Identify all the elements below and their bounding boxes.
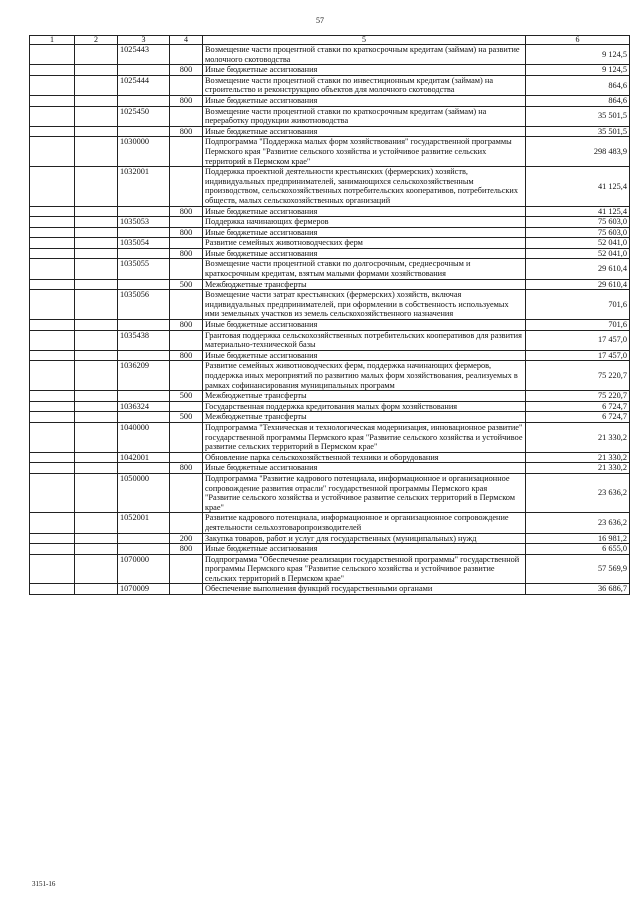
expense-type-code: 500	[170, 279, 203, 290]
table-row	[30, 361, 630, 391]
table-row	[30, 95, 630, 106]
cell-col-1	[30, 290, 75, 320]
table-row	[30, 106, 630, 126]
expense-type-code	[170, 290, 203, 320]
row-amount: 41 125,4	[526, 167, 630, 206]
cell-col-2	[75, 422, 118, 452]
table-row	[30, 279, 630, 290]
row-description: Возмещение части процентной ставки по инвестиционным кредитам (займам) на строительство и реконструкцию объектов для молочного скотоводства	[203, 75, 526, 95]
cell-col-2	[75, 320, 118, 331]
row-amount: 16 981,2	[526, 533, 630, 544]
table-row	[30, 350, 630, 361]
cell-col-2	[75, 126, 118, 137]
table-row	[30, 137, 630, 167]
row-amount: 864,6	[526, 95, 630, 106]
expense-type-code	[170, 45, 203, 65]
table-row	[30, 238, 630, 249]
cell-col-1	[30, 248, 75, 259]
cell-col-1	[30, 45, 75, 65]
row-description: Грантовая поддержка сельскохозяйственных потребительских кооперативов для развития материально-технической базы	[203, 330, 526, 350]
target-article-code: 1035053	[118, 217, 170, 228]
target-article-code: 1035055	[118, 259, 170, 279]
target-article-code: 1025450	[118, 106, 170, 126]
expense-type-code	[170, 361, 203, 391]
row-description: Подпрограмма "Техническая и технологическая модернизация, инновационное развитие" государственной программы Пермского края "Развитие сельского хозяйства и устойчивое развитие сельских территорий в Пермском крае"	[203, 422, 526, 452]
target-article-code	[118, 544, 170, 555]
target-article-code	[118, 412, 170, 423]
row-description: Обеспечение выполнения функций государственными органами	[203, 584, 526, 595]
cell-col-1	[30, 350, 75, 361]
cell-col-1	[30, 137, 75, 167]
row-description: Иные бюджетные ассигнования	[203, 126, 526, 137]
table-row	[30, 126, 630, 137]
expense-type-code	[170, 422, 203, 452]
cell-col-2	[75, 217, 118, 228]
target-article-code: 1042001	[118, 452, 170, 463]
row-description: Межбюджетные трансферты	[203, 412, 526, 423]
row-amount: 17 457,0	[526, 350, 630, 361]
table-row	[30, 206, 630, 217]
row-description: Развитие семейных животноводческих ферм, поддержка начинающих фермеров, поддержка иных мероприятий по развитию малых форм хозяйствования, реализуемых в рамках софинансирования муниципальных программ	[203, 361, 526, 391]
cell-col-2	[75, 544, 118, 555]
row-amount: 57 569,9	[526, 554, 630, 584]
row-description: Подпрограмма "Обеспечение реализации государственной программы" государственной программы Пермского края "Развитие сельского хозяйства и устойчивое развитие сельских территорий в Пермском крае"	[203, 554, 526, 584]
expense-type-code: 500	[170, 412, 203, 423]
row-description: Возмещение части процентной ставки по краткосрочным кредитам (займам) на развитие молочного скотоводства	[203, 45, 526, 65]
table-row	[30, 584, 630, 595]
cell-col-2	[75, 45, 118, 65]
target-article-code	[118, 248, 170, 259]
expense-type-code: 800	[170, 320, 203, 331]
cell-col-1	[30, 126, 75, 137]
target-article-code	[118, 227, 170, 238]
row-description: Развитие кадрового потенциала, информационное и организационное сопровождение деятельности сельхозтоваропроизводителей	[203, 513, 526, 533]
page-number: 57	[316, 16, 324, 25]
row-amount: 701,6	[526, 290, 630, 320]
row-description: Иные бюджетные ассигнования	[203, 248, 526, 259]
table-row	[30, 248, 630, 259]
table-row	[30, 75, 630, 95]
row-description: Иные бюджетные ассигнования	[203, 95, 526, 106]
expense-type-code	[170, 473, 203, 512]
cell-col-1	[30, 544, 75, 555]
row-amount: 6 724,7	[526, 401, 630, 412]
cell-col-1	[30, 227, 75, 238]
cell-col-1	[30, 106, 75, 126]
expense-type-code	[170, 401, 203, 412]
expense-type-code: 800	[170, 248, 203, 259]
expense-type-code: 800	[170, 463, 203, 474]
row-amount: 23 636,2	[526, 473, 630, 512]
row-amount: 41 125,4	[526, 206, 630, 217]
table-header-row	[30, 36, 630, 45]
row-description: Возмещение части затрат крестьянских (фермерских) хозяйств, включая индивидуальных предпринимателей, при оформлении в собственность используемых ими земельных участков из земель сельскохозяйственного назначения	[203, 290, 526, 320]
cell-col-1	[30, 320, 75, 331]
cell-col-2	[75, 473, 118, 512]
row-description: Государственная поддержка кредитования малых форм хозяйствования	[203, 401, 526, 412]
cell-col-2	[75, 259, 118, 279]
table-row	[30, 259, 630, 279]
expense-type-code: 500	[170, 391, 203, 402]
row-description: Межбюджетные трансферты	[203, 279, 526, 290]
expense-type-code: 200	[170, 533, 203, 544]
header-col-1: 1	[30, 36, 75, 45]
cell-col-1	[30, 279, 75, 290]
row-amount: 701,6	[526, 320, 630, 331]
row-description: Возмещение части процентной ставки по краткосрочным кредитам (займам) на переработку продукции животноводства	[203, 106, 526, 126]
table-row	[30, 217, 630, 228]
cell-col-2	[75, 533, 118, 544]
expense-type-code	[170, 75, 203, 95]
row-amount: 36 686,7	[526, 584, 630, 595]
row-amount: 9 124,5	[526, 45, 630, 65]
table-row	[30, 227, 630, 238]
cell-col-2	[75, 513, 118, 533]
expense-type-code	[170, 217, 203, 228]
target-article-code: 1035056	[118, 290, 170, 320]
target-article-code: 1040000	[118, 422, 170, 452]
target-article-code: 1025444	[118, 75, 170, 95]
table-row	[30, 544, 630, 555]
row-description: Иные бюджетные ассигнования	[203, 320, 526, 331]
footer-code: 3151-16	[32, 880, 56, 888]
expense-type-code: 800	[170, 350, 203, 361]
row-amount: 75 220,7	[526, 391, 630, 402]
row-description: Обновление парка сельскохозяйственной техники и оборудования	[203, 452, 526, 463]
header-col-4: 4	[170, 36, 203, 45]
header-col-5: 5	[203, 36, 526, 45]
expense-type-code: 800	[170, 65, 203, 76]
target-article-code	[118, 533, 170, 544]
row-description: Иные бюджетные ассигнования	[203, 65, 526, 76]
table-row	[30, 463, 630, 474]
row-description: Иные бюджетные ассигнования	[203, 227, 526, 238]
cell-col-2	[75, 554, 118, 584]
row-amount: 21 330,2	[526, 422, 630, 452]
expense-type-code	[170, 330, 203, 350]
expense-type-code	[170, 513, 203, 533]
row-amount: 52 041,0	[526, 238, 630, 249]
table-row	[30, 513, 630, 533]
row-description: Поддержка начинающих фермеров	[203, 217, 526, 228]
cell-col-2	[75, 238, 118, 249]
table-row	[30, 533, 630, 544]
expense-type-code	[170, 584, 203, 595]
table-row	[30, 391, 630, 402]
cell-col-1	[30, 259, 75, 279]
cell-col-2	[75, 330, 118, 350]
table-row	[30, 401, 630, 412]
row-description: Иные бюджетные ассигнования	[203, 544, 526, 555]
row-amount: 35 501,5	[526, 106, 630, 126]
cell-col-1	[30, 167, 75, 206]
cell-col-2	[75, 167, 118, 206]
table-row	[30, 554, 630, 584]
row-amount: 9 124,5	[526, 65, 630, 76]
expense-type-code: 800	[170, 126, 203, 137]
cell-col-2	[75, 463, 118, 474]
row-description: Иные бюджетные ассигнования	[203, 206, 526, 217]
row-amount: 864,6	[526, 75, 630, 95]
cell-col-1	[30, 330, 75, 350]
cell-col-2	[75, 65, 118, 76]
target-article-code: 1036209	[118, 361, 170, 391]
row-amount: 6 655,0	[526, 544, 630, 555]
expense-type-code	[170, 137, 203, 167]
cell-col-1	[30, 391, 75, 402]
cell-col-1	[30, 513, 75, 533]
table-row	[30, 320, 630, 331]
target-article-code: 1070000	[118, 554, 170, 584]
header-col-6: 6	[526, 36, 630, 45]
row-amount: 29 610,4	[526, 259, 630, 279]
target-article-code: 1035438	[118, 330, 170, 350]
row-amount: 21 330,2	[526, 463, 630, 474]
target-article-code: 1070009	[118, 584, 170, 595]
row-description: Поддержка проектной деятельности крестьянских (фермерских) хозяйств, индивидуальных предпринимателей, занимающихся сельскохозяйственным производством, сельскохозяйственных потребительских кооперативов, потребительских обществ, малых сельскохозяйственных организаций	[203, 167, 526, 206]
row-amount: 35 501,5	[526, 126, 630, 137]
target-article-code	[118, 126, 170, 137]
target-article-code: 1032001	[118, 167, 170, 206]
table-row	[30, 422, 630, 452]
row-description: Подпрограмма "Поддержка малых форм хозяйствования" государственной программы Пермского края "Развитие сельского хозяйства и устойчивое развитие сельских территорий в Пермском крае"	[203, 137, 526, 167]
target-article-code	[118, 320, 170, 331]
target-article-code	[118, 206, 170, 217]
cell-col-2	[75, 227, 118, 238]
cell-col-2	[75, 290, 118, 320]
expense-type-code	[170, 238, 203, 249]
row-amount: 298 483,9	[526, 137, 630, 167]
cell-col-2	[75, 401, 118, 412]
target-article-code: 1030000	[118, 137, 170, 167]
cell-col-2	[75, 452, 118, 463]
cell-col-1	[30, 65, 75, 76]
cell-col-2	[75, 412, 118, 423]
target-article-code	[118, 65, 170, 76]
cell-col-2	[75, 391, 118, 402]
budget-table	[29, 35, 630, 595]
table-row	[30, 330, 630, 350]
target-article-code	[118, 279, 170, 290]
cell-col-1	[30, 584, 75, 595]
expense-type-code: 800	[170, 227, 203, 238]
cell-col-1	[30, 206, 75, 217]
target-article-code: 1052001	[118, 513, 170, 533]
expense-type-code: 800	[170, 206, 203, 217]
row-amount: 29 610,4	[526, 279, 630, 290]
row-description: Межбюджетные трансферты	[203, 391, 526, 402]
row-description: Иные бюджетные ассигнования	[203, 350, 526, 361]
expense-type-code: 800	[170, 95, 203, 106]
target-article-code	[118, 95, 170, 106]
cell-col-2	[75, 75, 118, 95]
cell-col-1	[30, 533, 75, 544]
row-amount: 75 603,0	[526, 227, 630, 238]
cell-col-2	[75, 206, 118, 217]
cell-col-1	[30, 473, 75, 512]
row-description: Развитие семейных животноводческих ферм	[203, 238, 526, 249]
cell-col-2	[75, 584, 118, 595]
cell-col-2	[75, 361, 118, 391]
row-amount: 17 457,0	[526, 330, 630, 350]
expense-type-code	[170, 554, 203, 584]
cell-col-1	[30, 463, 75, 474]
row-amount: 52 041,0	[526, 248, 630, 259]
target-article-code: 1035054	[118, 238, 170, 249]
cell-col-2	[75, 248, 118, 259]
cell-col-1	[30, 361, 75, 391]
cell-col-2	[75, 106, 118, 126]
table-row	[30, 412, 630, 423]
cell-col-1	[30, 95, 75, 106]
cell-col-1	[30, 554, 75, 584]
header-col-3: 3	[118, 36, 170, 45]
target-article-code	[118, 391, 170, 402]
table-row	[30, 290, 630, 320]
table-row	[30, 473, 630, 512]
row-description: Возмещение части процентной ставки по долгосрочным, среднесрочным и краткосрочным кредитам, взятым малыми формами хозяйствования	[203, 259, 526, 279]
row-description: Подпрограмма "Развитие кадрового потенциала, информационное и организационное сопровождение развития отрасли" государственной программы Пермского края "Развитие сельского хозяйства и устойчивое развитие сельских территорий в Пермском крае"	[203, 473, 526, 512]
target-article-code: 1025443	[118, 45, 170, 65]
table-row	[30, 452, 630, 463]
table-row	[30, 65, 630, 76]
cell-col-1	[30, 412, 75, 423]
cell-col-1	[30, 401, 75, 412]
cell-col-2	[75, 137, 118, 167]
expense-type-code	[170, 167, 203, 206]
table-row	[30, 167, 630, 206]
expense-type-code	[170, 259, 203, 279]
row-amount: 75 220,7	[526, 361, 630, 391]
row-amount: 75 603,0	[526, 217, 630, 228]
cell-col-1	[30, 422, 75, 452]
row-description: Закупка товаров, работ и услуг для государственных (муниципальных) нужд	[203, 533, 526, 544]
header-col-2: 2	[75, 36, 118, 45]
target-article-code: 1036324	[118, 401, 170, 412]
row-amount: 21 330,2	[526, 452, 630, 463]
target-article-code	[118, 463, 170, 474]
table-row	[30, 45, 630, 65]
expense-type-code: 800	[170, 544, 203, 555]
cell-col-1	[30, 75, 75, 95]
expense-type-code	[170, 106, 203, 126]
cell-col-2	[75, 95, 118, 106]
row-amount: 23 636,2	[526, 513, 630, 533]
target-article-code: 1050000	[118, 473, 170, 512]
cell-col-2	[75, 350, 118, 361]
target-article-code	[118, 350, 170, 361]
cell-col-2	[75, 279, 118, 290]
row-amount: 6 724,7	[526, 412, 630, 423]
cell-col-1	[30, 217, 75, 228]
expense-type-code	[170, 452, 203, 463]
row-description: Иные бюджетные ассигнования	[203, 463, 526, 474]
cell-col-1	[30, 452, 75, 463]
cell-col-1	[30, 238, 75, 249]
